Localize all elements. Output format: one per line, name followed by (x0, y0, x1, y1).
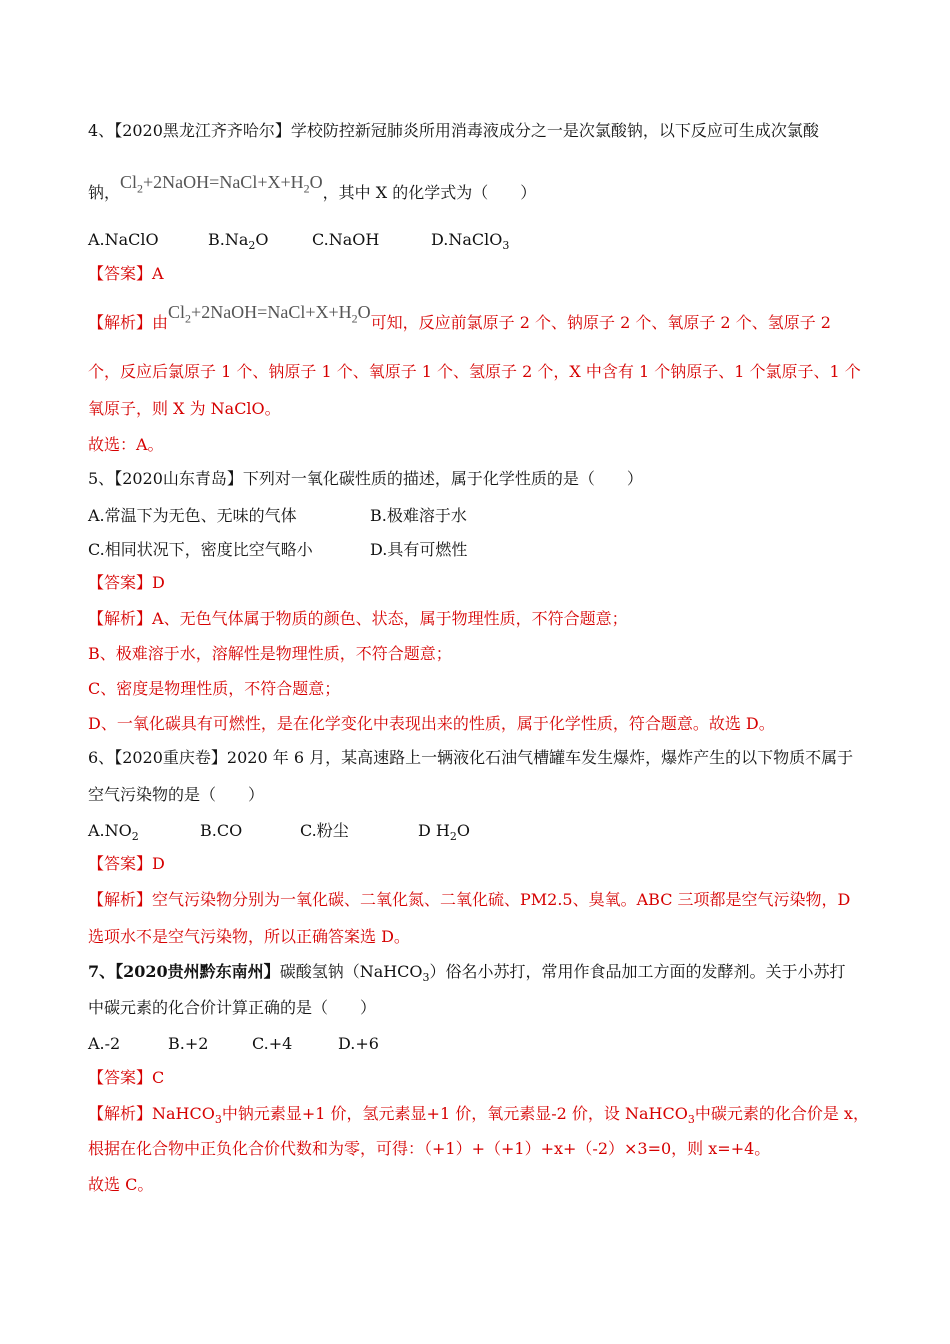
q4-analysis-label: 【解析】 (88, 313, 153, 332)
q4-number: 4、 (88, 121, 115, 140)
q4-stem-line1 (88, 120, 819, 142)
q4-stem-line2 (88, 172, 537, 210)
q6-source: 【2020重庆卷】 (114, 748, 227, 767)
q4-stem-suffix: ，其中 X 的化学式为（ ） (322, 183, 537, 202)
q6-analysis-line1: 【解析】空气污染物分别为一氧化碳、二氧化氮、二氧化硫、PM2.5、臭氧。ABC 三项都是空气污染物，D (88, 890, 851, 909)
q5-option-b: B.极难溶于水 (370, 506, 467, 525)
q4-option-d: D.NaClO$_3$ (431, 230, 510, 253)
q6-option-d: D $H_2O$ (418, 821, 470, 844)
q6-option-b: B.CO (200, 821, 243, 840)
q7-option-d: D.+6 (338, 1034, 379, 1053)
q4-analysis-line1: 【解析】由$Cl_2+2NaOH=NaCl+X+H_2O$可知，反应前氯原子 2 个、钠原子 2 个、氧原子 2 个、氢原子 2 (88, 302, 831, 332)
q4-stem-text: 学校防控新冠肺炎所用消毒液成分之一是次氯酸钠，以下反应可生成次氯酸 (290, 121, 819, 140)
q7-stem-line1: 7、【2020贵州黔东南州】碳酸氢钠（NaHCO$_3$）俗名小苏打，常用作食品加工方面的发酵剂。关于小苏打 (88, 962, 846, 985)
q7-analysis-line1: 【解析】NaHCO$_3$中钠元素显+1 价，氢元素显+1 价，氧元素显-2 价，设 NaHCO$_3$中碳元素的化合价是 x， (88, 1104, 869, 1127)
q6-option-a: $A.NO_2$ (88, 821, 139, 844)
q5-analysis-line2: B、极难溶于水，溶解性是物理性质，不符合题意； (88, 644, 452, 663)
q5-option-a: A.常温下为无色、无味的气体 (88, 506, 297, 525)
q7-option-c: C.+4 (252, 1034, 293, 1053)
q6-answer: 【答案】D (88, 854, 165, 873)
q4-source: 【2020黑龙江齐齐哈尔】 (114, 121, 291, 140)
q5-analysis-line3: C、密度是物理性质，不符合题意； (88, 679, 341, 698)
q4-analysis-line3: 氧原子，则 X 为 NaClO。 (88, 399, 281, 418)
q7-stem-line2: 中碳元素的化合价计算正确的是（ ） (88, 998, 377, 1017)
q4-conclusion: 故选：A。 (88, 435, 164, 454)
q5-option-c: C.相同状况下，密度比空气略小 (88, 540, 313, 559)
q6-analysis-line2: 选项水不是空气污染物，所以正确答案选 D。 (88, 927, 410, 946)
q7-conclusion: 故选 C。 (88, 1175, 154, 1194)
q4-answer: 【答案】A (88, 264, 164, 283)
q4-formula: $Cl_2+2NaOH=NaCl+X+H_2O$ (120, 172, 323, 196)
q5-analysis-line4: D、一氧化碳具有可燃性，是在化学变化中表现出来的性质，属于化学性质，符合题意。故选 D。 (88, 714, 775, 733)
q4-analysis-line2: 个，反应后氯原子 1 个、钠原子 1 个、氧原子 1 个、氢原子 2 个，X 中含有 1 个钠原子、1 个氯原子、1 个 (88, 362, 861, 381)
q5-stem: 5、【2020山东青岛】下列对一氧化碳性质的描述，属于化学性质的是（ ） (88, 469, 643, 488)
q7-option-a: A.-2 (88, 1034, 121, 1053)
q7-option-b: B.+2 (168, 1034, 209, 1053)
q5-answer: 【答案】D (88, 573, 165, 592)
q4-option-a: A.NaClO (88, 230, 159, 249)
q4-stem-prefix: 钠， (88, 183, 121, 202)
q7-source: 【2020贵州黔东南州】 (115, 962, 280, 981)
q5-option-d: D.具有可燃性 (370, 540, 468, 559)
q4-option-b: $B.Na_2O$ (208, 230, 269, 253)
q4-analysis-formula: $Cl_2+2NaOH=NaCl+X+H_2O$ (168, 302, 371, 326)
q5-analysis-line1: 【解析】A、无色气体属于物质的颜色、状态，属于物理性质，不符合题意； (88, 609, 628, 628)
q7-analysis-line2: 根据在化合物中正负化合价代数和为零，可得：（+1）+（+1）+x+（-2）×3=0，则 x=+4。 (88, 1139, 771, 1158)
q6-stem-line2: 空气污染物的是（ ） (88, 785, 265, 804)
q5-source: 【2020山东青岛】 (114, 469, 243, 488)
q7-answer: 【答案】C (88, 1068, 165, 1087)
q4-option-c: C.NaOH (312, 230, 380, 249)
q6-stem-line1: 6、【2020重庆卷】2020 年 6 月，某高速路上一辆液化石油气槽罐车发生爆炸，爆炸产生的以下物质不属于 (88, 748, 854, 767)
q6-option-c: C.粉尘 (300, 821, 349, 840)
